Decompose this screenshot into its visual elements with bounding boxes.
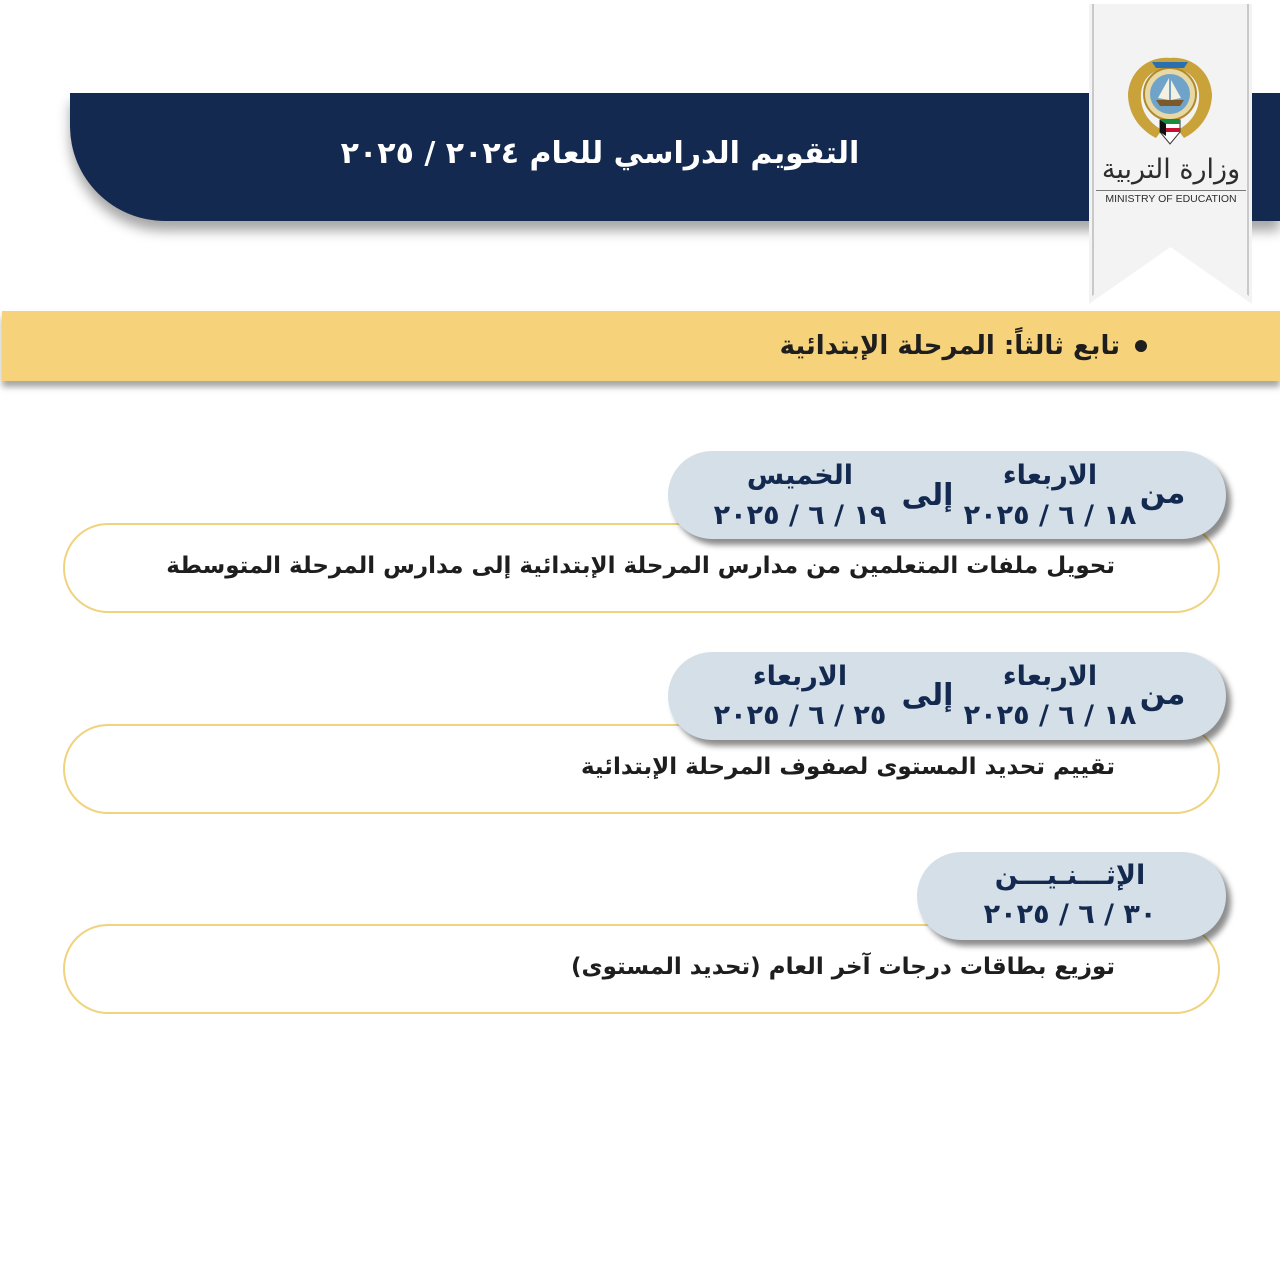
event-date: ٣٠ / ٦ / ٢٠٢٥ <box>983 899 1157 930</box>
from-label: من <box>1139 476 1186 511</box>
bullet-icon <box>1135 340 1147 352</box>
section-title: تابع ثالثاً: المرحلة الإبتدائية <box>779 331 1120 361</box>
ministry-name-english: MINISTRY OF EDUCATION <box>1096 190 1246 209</box>
start-date: ١٨ / ٦ / ٢٠٢٥ <box>963 500 1137 531</box>
page-title: التقويم الدراسي للعام ٢٠٢٤ / ٢٠٢٥ <box>340 136 860 171</box>
start-date: ١٨ / ٦ / ٢٠٢٥ <box>963 700 1137 731</box>
to-label: إلى <box>901 678 954 713</box>
event-day: الإثـــنـيـــن <box>994 860 1146 891</box>
event-description: توزيع بطاقات درجات آخر العام (تحديد المستوى) <box>571 954 1115 980</box>
kuwait-emblem-icon <box>1122 48 1218 152</box>
event-description: تقييم تحديد المستوى لصفوف المرحلة الإبتدائية <box>580 754 1115 780</box>
start-day: الاربعاء <box>1002 661 1098 692</box>
event-description: تحويل ملفات المتعلمين من مدارس المرحلة الإبتدائية إلى مدارس المرحلة المتوسطة <box>166 553 1115 579</box>
end-date: ٢٥ / ٦ / ٢٠٢٥ <box>713 700 887 731</box>
start-day: الاربعاء <box>1002 460 1098 491</box>
end-day: الاربعاء <box>752 661 848 692</box>
from-label: من <box>1139 677 1186 712</box>
end-day: الخميس <box>746 460 854 491</box>
to-label: إلى <box>901 478 954 513</box>
ministry-name-arabic: وزارة التربية <box>1101 154 1241 185</box>
end-date: ١٩ / ٦ / ٢٠٢٥ <box>713 500 887 531</box>
